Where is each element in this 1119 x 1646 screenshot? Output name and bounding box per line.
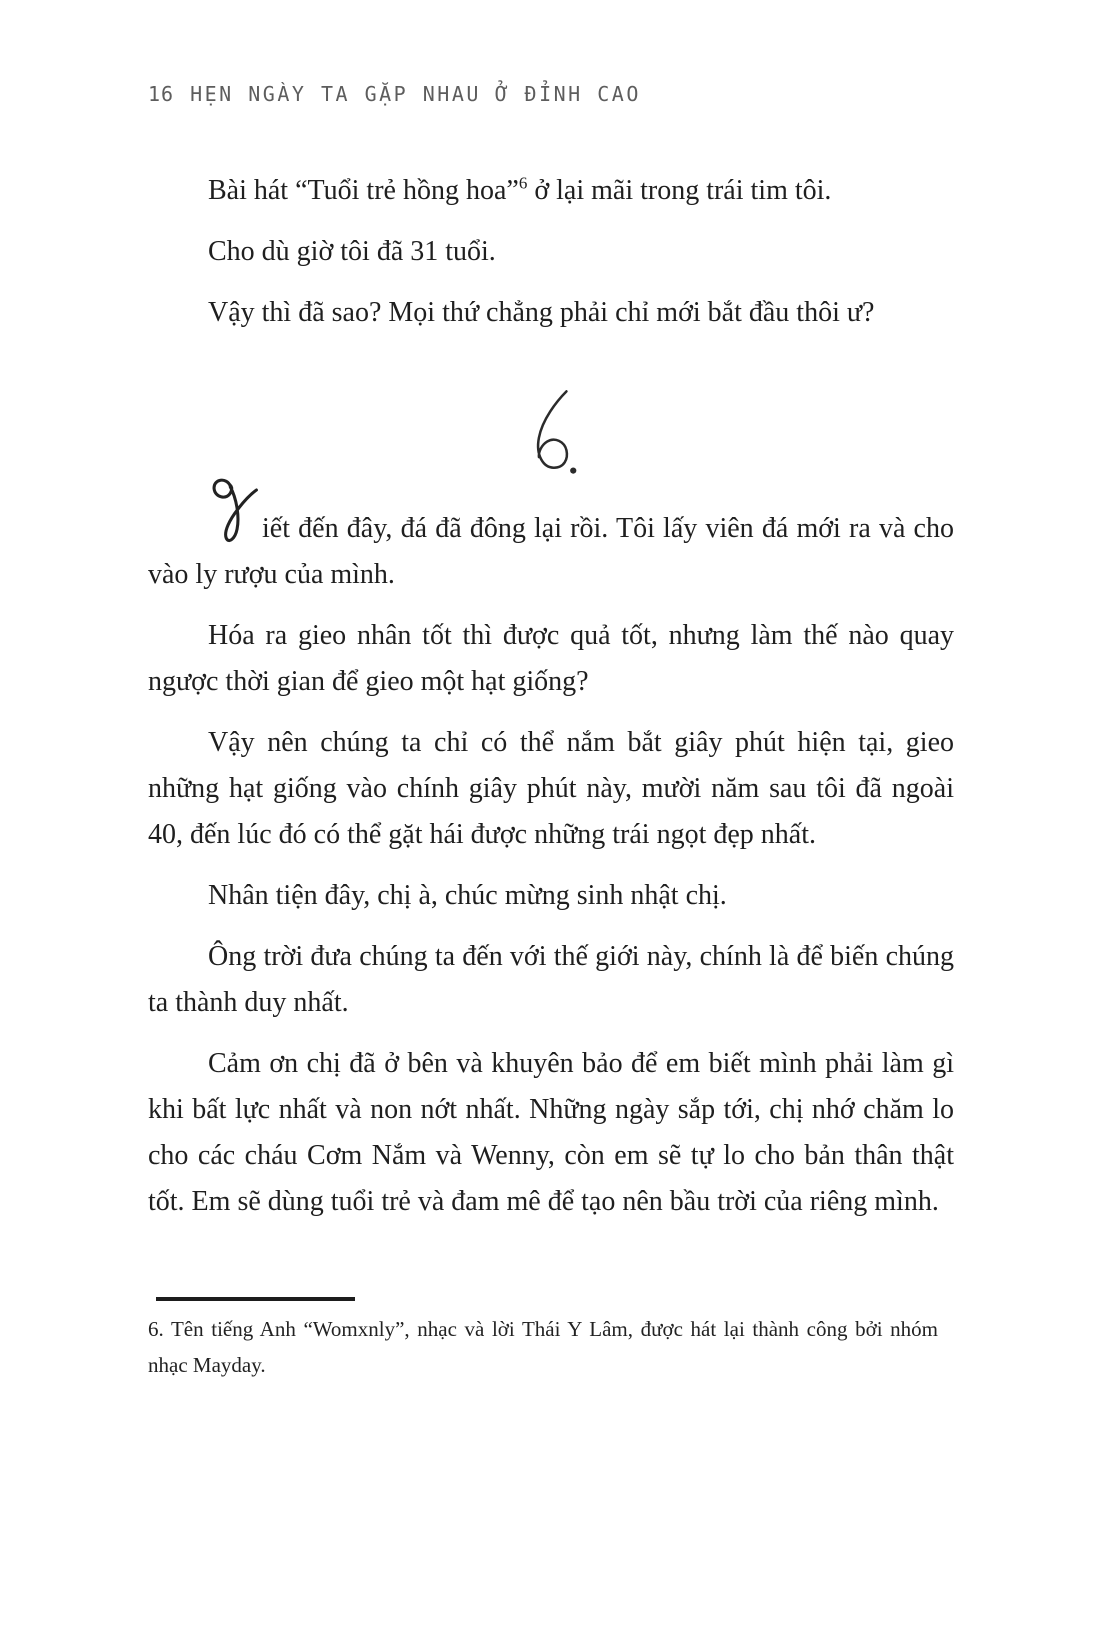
running-header xyxy=(148,82,954,106)
footnote-text: 6. Tên tiếng Anh “Womxnly”, nhạc và lời Thái Y Lâm, được hát lại thành công bởi nhóm nhạc Mayday. xyxy=(148,1317,938,1377)
paragraph xyxy=(148,168,954,214)
text-column xyxy=(148,0,954,1383)
paragraph-text: Bài hát “Tuổi trẻ hồng hoa” xyxy=(208,175,519,206)
footnote-reference: 6 xyxy=(518,173,528,193)
dropcap-letter-v xyxy=(148,536,262,537)
paragraph: Cảm ơn chị đã ở bên và khuyên bảo để em biết mình phải làm gì khi bất lực nhất và non nớt nhất. Những ngày sắp tới, chị nhớ chăm lo cho các cháu Cơm Nắm và Wenny, còn em sẽ tự lo cho bản thân thật tốt. Em sẽ dùng tuổi trẻ và đam mê để tạo nên bầu trời của riêng mình. xyxy=(148,1048,954,1217)
page-number: 16 xyxy=(148,82,175,106)
paragraph: Nhân tiện đây, chị à, chúc mừng sinh nhật chị. xyxy=(208,880,727,911)
paragraph-text: ở lại mãi trong trái tim tôi. xyxy=(527,175,832,206)
paragraph xyxy=(148,506,954,598)
paragraph: Cho dù giờ tôi đã 31 tuổi. xyxy=(208,236,496,267)
body-text xyxy=(148,168,954,1225)
running-title: HẸN NGÀY TA GẶP NHAU Ở ĐỈNH CAO xyxy=(190,82,641,106)
footnote-section xyxy=(148,1297,954,1383)
paragraph-text: iết đến đây, đá đã đông lại rồi. Tôi lấy viên đá mới ra và cho vào ly rượu của mình. xyxy=(148,513,954,590)
paragraph: Vậy thì đã sao? Mọi thứ chẳng phải chỉ mới bắt đầu thôi ư? xyxy=(208,297,875,328)
script-v-glyph xyxy=(206,473,260,553)
section-number-six-glyph xyxy=(522,382,580,478)
paragraph: Hóa ra gieo nhân tốt thì được quả tốt, nhưng làm thế nào quay ngược thời gian để gieo một hạt giống? xyxy=(148,620,954,697)
paragraph: Vậy nên chúng ta chỉ có thể nắm bắt giây phút hiện tại, gieo những hạt giống vào chính giây phút này, mười năm sau tôi đã ngoài 40, đến lúc đó có thể gặt hái được những trái ngọt đẹp nhất. xyxy=(148,727,954,850)
section-number-heading xyxy=(148,382,954,478)
footnote-divider xyxy=(156,1297,355,1301)
paragraph: Ông trời đưa chúng ta đến với thế giới này, chính là để biến chúng ta thành duy nhất. xyxy=(148,941,954,1018)
